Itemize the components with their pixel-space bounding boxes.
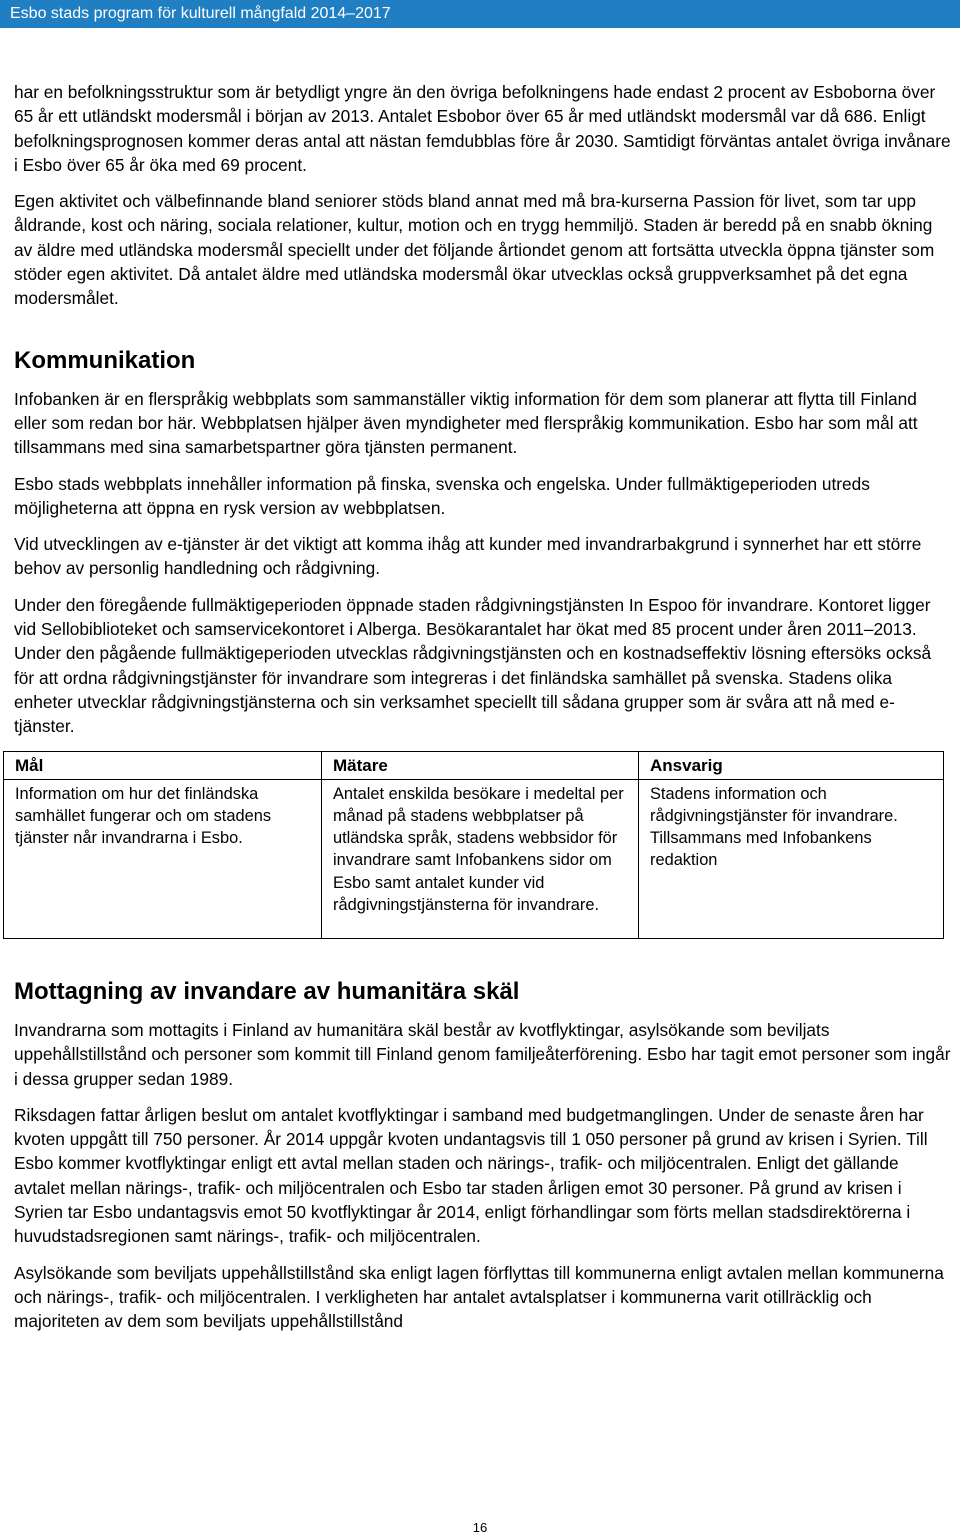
document-title: Esbo stads program för kulturell mångfald 2014–2017 bbox=[10, 5, 391, 22]
kommunikation-paragraph-2: Esbo stads webbplats innehåller information på finska, svenska och engelska. Under fullmäktigeperioden utreds möjligheterna att öppna en rysk version av webbplatsen. bbox=[14, 473, 870, 518]
section-heading-kommunikation: Kommunikation bbox=[14, 346, 196, 374]
kommunikation-paragraph-3: Vid utvecklingen av e-tjänster är det viktigt att komma ihåg att kunder med invandrarbakgrund i synnerhet har ett större behov av personlig handledning och rådgivning. bbox=[14, 534, 922, 579]
intro-paragraph-2: Egen aktivitet och välbefinnande bland seniorer stöds bland annat med må bra-kurserna Passion för livet, som tar upp åldrande, kost och näring, sociala relationer, kultur, motion och en trygg hemmiljö. Staden är beredd på en snabb ökning av äldre med utländska modersmål speciellt under det följande årtiondet genom att fortsätta utveckla öppna tjänster som stöder egen aktivitet. Då antalet äldre med utländska modersmål ökar utvecklas också gruppverksamhet på det egna modersmålet. bbox=[14, 191, 935, 309]
table-header-matare: Mätare bbox=[322, 751, 639, 779]
document-body bbox=[14, 80, 952, 1346]
table-row bbox=[4, 779, 944, 938]
mottagning-paragraph-1: Invandrarna som mottagits i Finland av humanitära skäl består av kvotflyktingar, asylsökande som beviljats uppehållstillstånd och personer som kommit till Finland genom familjeåterförening. Esbo har tagit emot personer som ingår i dessa grupper sedan 1989. bbox=[14, 1019, 951, 1089]
goals-table bbox=[3, 751, 944, 939]
section-heading-mottagning: Mottagning av invandare av humanitära skäl bbox=[14, 977, 520, 1005]
table-cell-ansvarig: Stadens information och rådgivningstjänster för invandrare. Tillsammans med Infobankens redaktion bbox=[639, 779, 944, 938]
goals-table-header-row bbox=[4, 751, 944, 779]
kommunikation-paragraph-1: Infobanken är en flerspråkig webbplats som sammanställer viktig information för dem som planerar att flytta till Finland eller som redan bor här. Webbplatsen hjälper även myndigheter med flerspråkig kommunikation. Esbo har som mål att tillsammans med sina samarbetspartner göra tjänsten permanent. bbox=[14, 388, 918, 458]
document-header-banner bbox=[0, 0, 960, 28]
table-header-mal: Mål bbox=[4, 751, 322, 779]
intro-paragraph-1: har en befolkningsstruktur som är betydligt yngre än den övriga befolkningens hade endast 2 procent av Esboborna över 65 år ett utländskt modersmål i början av 2013. Antalet Esbobor över 65 år med utländskt modersmål var då 686. Enligt befolkningsprognosen kommer deras antal att nästan femdubblas före år 2030. Samtidigt förväntas antalet övriga invånare i Esbo över 65 år öka med 69 procent. bbox=[14, 82, 951, 175]
mottagning-paragraph-3: Asylsökande som beviljats uppehållstillstånd ska enligt lagen förflyttas till kommunerna enligt avtalen mellan kommunerna och närings-, trafik- och miljöcentralen. I verkligheten har antalet avtalsplatser i kommunerna varit otillräcklig och majoriteten av dem som beviljats uppehållstillstånd bbox=[14, 1262, 944, 1332]
kommunikation-paragraph-4: Under den föregående fullmäktigeperioden öppnade staden rådgivningstjänsten In Espoo för invandrare. Kontoret ligger vid Sellobiblioteket och samservicekontoret i Alberga. Besökarantalet har ökat med 85 procent under åren 2011–2013. Under den pågående fullmäktigeperioden utvecklas rådgivningstjänsten och en kostnadseffektiv lösning eftersöks också för att ordna rådgivningstjänster för invandrare som integreras i det finländska samhället på svenska. Stadens olika enheter utvecklar rådgivningstjänsterna och sin verksamhet speciellt till sådana grupper som är svåra att nå med e-tjänster. bbox=[14, 594, 932, 737]
table-header-ansvarig: Ansvarig bbox=[639, 751, 944, 779]
page-number: 16 bbox=[472, 1520, 488, 1535]
mottagning-paragraph-2: Riksdagen fattar årligen beslut om antalet kvotflyktingar i samband med budgetmanglingen. Under de senaste åren har kvoten uppgått till 750 personer. År 2014 uppgår kvoten undantagsvis till 1 050 personer på grund av krisen i Syrien. Till Esbo kommer kvotflyktingar enligt ett avtal mellan staden och närings-, trafik- och miljöcentralen. Enligt det gällande avtalet mellan närings-, trafik- och miljöcentralen och Esbo tar staden årligen emot 30 personer. På grund av krisen i Syrien tar Esbo undantagsvis emot 50 kvotflyktingar år 2014, enligt förhandlingar som förts mellan stadsdirektörerna i huvudstadsregionen samt närings-, trafik- och miljöcentralen. bbox=[14, 1104, 928, 1247]
table-cell-mal: Information om hur det finländska samhället fungerar och om stadens tjänster når invandrarna i Esbo. bbox=[4, 779, 322, 938]
table-cell-matare: Antalet enskilda besökare i medeltal per månad på stadens webbplatser på utländska språk, stadens webbsidor för invandrare samt Infobankens sidor om Esbo samt antalet kunder vid rådgivningstjänsterna för invandrare. bbox=[322, 779, 639, 938]
